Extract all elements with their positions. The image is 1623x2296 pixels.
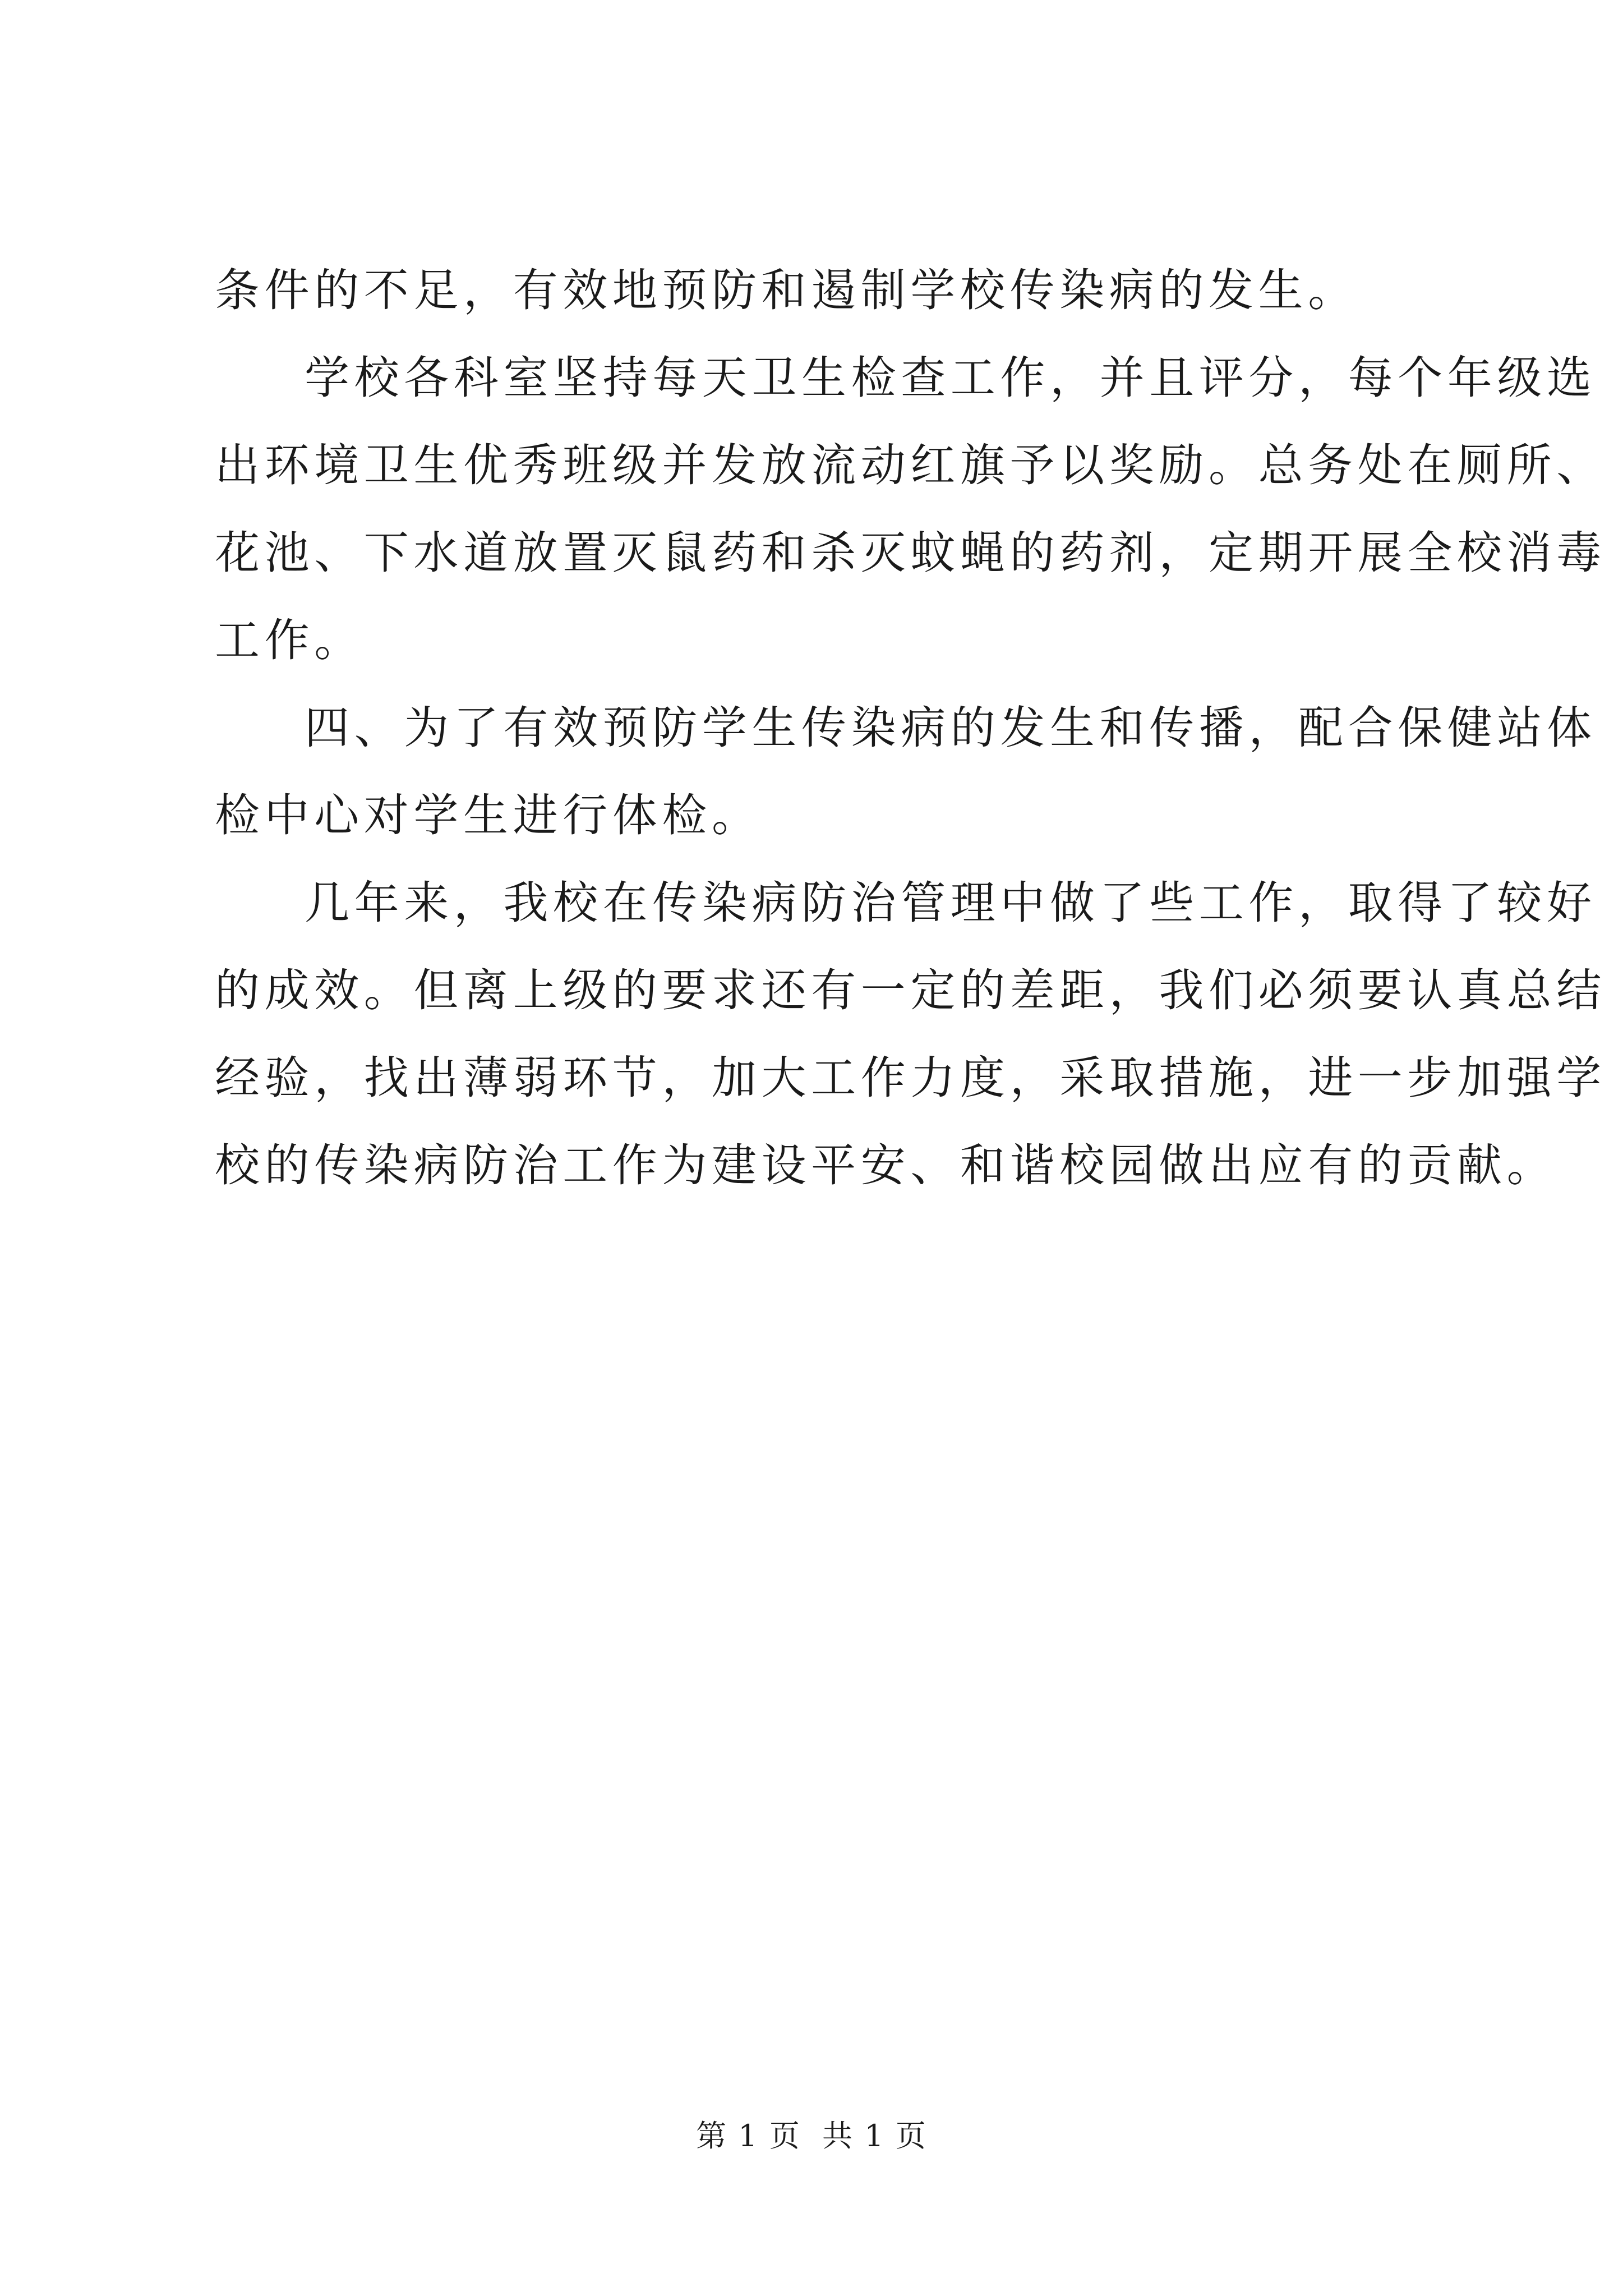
paragraph-line: 四、为了有效预防学生传染病的发生和传播，配合保健站体 [305,702,1597,754]
page-number: 第 1 页 共 1 页 [696,2118,927,2154]
paragraph-line: 工作。 [215,614,364,666]
paragraph-line: 校的传染病防治工作为建设平安、和谐校园做出应有的贡献。 [215,1139,1557,1191]
paragraph-line: 检中心对学生进行体检。 [215,789,762,841]
paragraph-line: 出环境卫生优秀班级并发放流动红旗予以奖励。总务处在厕所、 [215,439,1606,491]
paragraph-line: 花池、下水道放置灭鼠药和杀灭蚊蝇的药剂，定期开展全校消毒 [215,527,1606,579]
paragraph-line: 条件的不足，有效地预防和遏制学校传染病的发生。 [215,264,1358,316]
body-text [215,247,1606,1209]
paragraph-line: 的成效。但离上级的要求还有一定的差距，我们必须要认真总结 [215,964,1606,1016]
paragraph-line: 几年来，我校在传染病防治管理中做了些工作，取得了较好 [305,877,1597,929]
page-footer [0,2114,1623,2159]
paragraph-line: 学校各科室坚持每天卫生检查工作，并且评分，每个年级选 [305,352,1597,404]
paragraph-line: 经验，找出薄弱环节，加大工作力度，采取措施，进一步加强学 [215,1052,1606,1104]
